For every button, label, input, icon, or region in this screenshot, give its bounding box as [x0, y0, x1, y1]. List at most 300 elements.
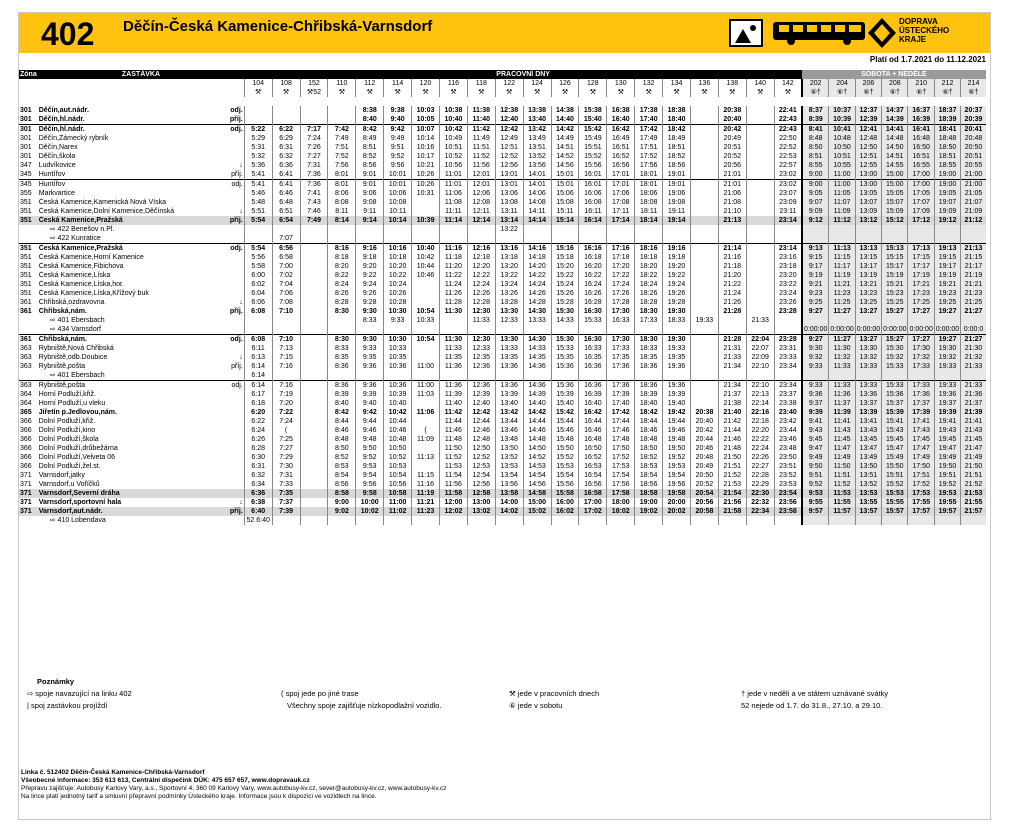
departure-time: 20:50 [690, 471, 718, 480]
departure-time: 17:33 [908, 381, 934, 391]
departure-time [412, 280, 440, 289]
departure-time [635, 371, 663, 381]
departure-time: 15:20 [551, 262, 579, 271]
departure-time: 17:30 [908, 344, 934, 353]
departure-time: 11:52 [439, 453, 467, 462]
stop-name: Varnsdorf,Severní dráha [38, 489, 217, 498]
departure-time [746, 207, 774, 216]
dok-logo-icon [867, 17, 897, 49]
departure-time [412, 289, 440, 298]
departure-time: 12:11 [467, 207, 495, 216]
departure-time: 7:52 [328, 152, 356, 161]
departure-time: 7:37 [272, 498, 300, 507]
stop-name: Horní Podluží,u vleku [38, 400, 106, 407]
departure-time: 20:42 [718, 125, 746, 135]
departure-time: 15:53 [882, 489, 908, 498]
departure-time: 13:51 [523, 143, 551, 152]
departure-time: 12:06 [467, 189, 495, 198]
departure-time: 15:30 [551, 335, 579, 345]
connection-row [19, 516, 986, 525]
departure-time: 6:00 [244, 271, 272, 280]
departure-time [356, 371, 384, 381]
stop-name: ⇨ 434 Varnsdorf [49, 326, 101, 333]
departure-time: 6:30 [244, 453, 272, 462]
departure-time [523, 225, 551, 234]
departure-time: 9:13 [802, 244, 829, 254]
departure-time: 12:40 [495, 115, 523, 125]
departure-time: 15:14 [551, 216, 579, 225]
departure-time: 13:55 [855, 498, 881, 507]
zone-code [19, 234, 38, 244]
departure-time: 9:28 [356, 298, 384, 307]
departure-time [690, 298, 718, 307]
departure-time: 13:46 [495, 426, 523, 435]
departure-time: 21:44 [718, 426, 746, 435]
departure-time: 14:38 [551, 106, 579, 115]
trip-note: ⑥† [802, 88, 829, 97]
departure-time: 15:44 [551, 417, 579, 426]
departure-time [746, 280, 774, 289]
arr-dep-mark [217, 435, 245, 444]
stop-row [19, 480, 986, 489]
departure-time: 17:13 [908, 244, 934, 254]
departure-time: 19:56 [663, 480, 691, 489]
departure-time: 9:20 [356, 262, 384, 271]
departure-time: 13:30 [495, 335, 523, 345]
departure-time: 17:53 [607, 462, 635, 471]
departure-time: 21:08 [718, 198, 746, 207]
departure-time: 21:23 [961, 289, 986, 298]
departure-time: 14:55 [882, 161, 908, 170]
zone-code: 301 [20, 107, 32, 114]
departure-time: 21:31 [718, 344, 746, 353]
departure-time: 5:54 [244, 216, 272, 225]
trip-note-row [19, 88, 986, 97]
departure-time: 10:11 [384, 207, 412, 216]
departure-time: 8:52 [356, 152, 384, 161]
departure-time: 11:19 [829, 271, 855, 280]
departure-time: 17:40 [635, 115, 663, 125]
departure-time: 17:00 [579, 498, 607, 507]
departure-time: 8:26 [328, 289, 356, 298]
departure-time: 15:50 [882, 462, 908, 471]
arr-dep-mark: příj. [229, 116, 243, 123]
departure-time [356, 325, 384, 335]
departure-time: 13:17 [855, 262, 881, 271]
departure-time: 9:19 [802, 271, 829, 280]
departure-time: 10:03 [412, 106, 440, 115]
departure-time: 10:39 [384, 390, 412, 399]
departure-time: 6:14 [244, 362, 272, 371]
departure-time: 11:00 [829, 170, 855, 180]
arr-dep-mark [217, 444, 245, 453]
departure-time: 15:30 [882, 344, 908, 353]
arr-dep-mark [217, 225, 245, 234]
arr-dep-mark [217, 325, 245, 335]
departure-time: 12:58 [467, 489, 495, 498]
departure-time: 21:00 [961, 180, 986, 190]
departure-time: 13:23 [855, 289, 881, 298]
stop-row [19, 253, 986, 262]
departure-time: 0:00:00 [935, 326, 960, 333]
departure-time: 0:00:00 [856, 326, 881, 333]
departure-time: 15:49 [579, 134, 607, 143]
departure-time: 17:38 [635, 106, 663, 115]
bus-icon [771, 19, 869, 47]
departure-time: 18:01 [635, 180, 663, 190]
zone-code: 347 [20, 162, 32, 169]
departure-time: 15:28 [551, 298, 579, 307]
departure-time [607, 234, 635, 244]
arr-dep-mark: odj. [217, 335, 245, 345]
note-sunday: † jede v neděli a ve státem uznávané svátky [741, 689, 889, 698]
departure-time: 22:28 [746, 471, 774, 480]
departure-time: 12:48 [855, 134, 881, 143]
departure-time: 18:06 [635, 189, 663, 198]
trip-note: ⑥† [961, 88, 986, 97]
departure-time: 13:08 [495, 198, 523, 207]
departure-time: 10:56 [439, 161, 467, 170]
departure-time: 13:52 [523, 152, 551, 161]
trip-number: 104 [244, 79, 272, 88]
departure-time: 14:35 [523, 353, 551, 362]
departure-time: 14:18 [523, 253, 551, 262]
departure-time: 17:50 [607, 444, 635, 453]
stop-name: Děčín,škola [38, 153, 76, 160]
departure-time: 10:21 [412, 161, 440, 170]
departure-time: 15:05 [882, 189, 908, 198]
departure-time [690, 216, 718, 225]
departure-time: 17:33 [635, 316, 663, 325]
departure-time: 15:56 [551, 480, 579, 489]
departure-time: 11:00 [829, 180, 855, 190]
departure-time: 9:57 [802, 507, 829, 516]
stop-name: Dolní Podluží,křiž. [38, 418, 96, 425]
departure-time: 12:40 [467, 399, 495, 408]
departure-time: 17:16 [607, 244, 635, 254]
stop-name: Česká Kamenice,Líska [38, 272, 111, 279]
departure-time [746, 371, 774, 381]
stop-row [19, 271, 986, 280]
departure-time [579, 234, 607, 244]
departure-time: 15:25 [882, 298, 908, 307]
departure-time: 12:01 [467, 170, 495, 180]
departure-time: 13:09 [855, 207, 881, 216]
departure-time: 13:48 [495, 435, 523, 444]
departure-time: 18:46 [635, 426, 663, 435]
departure-time: 10:54 [412, 335, 440, 345]
departure-time: 23:02 [774, 170, 802, 180]
departure-time: 9:36 [802, 390, 829, 399]
stop-name: Česká Kamenice,Fibichova [38, 263, 124, 270]
arr-dep-mark: odj. [217, 244, 245, 254]
departure-time: 14:50 [523, 444, 551, 453]
arr-dep-mark: příj. [231, 363, 243, 370]
departure-time: 17:19 [908, 271, 934, 280]
departure-time: 17:56 [635, 161, 663, 170]
departure-time [829, 225, 855, 234]
departure-time: 22:10 [746, 362, 774, 371]
zone-code: 351 [20, 199, 32, 206]
departure-time: 5:56 [244, 253, 272, 262]
brand-name: DOPRAVA ÚSTECKÉHO KRAJE [899, 17, 950, 44]
departure-time: 19:27 [934, 335, 960, 345]
departure-time: 11:23 [829, 289, 855, 298]
departure-time: 10:44 [412, 262, 440, 271]
departure-time: 17:44 [607, 417, 635, 426]
departure-time: 11:41 [829, 417, 855, 426]
departure-time: 6:38 [244, 498, 272, 507]
departure-time: 13:36 [495, 362, 523, 371]
departure-time: 6:31 [244, 462, 272, 471]
departure-time: 12:56 [467, 480, 495, 489]
departure-time: 21:24 [718, 289, 746, 298]
departure-time: 21:57 [961, 507, 986, 516]
departure-time [882, 371, 908, 381]
departure-time: 10:42 [384, 408, 412, 417]
departure-time: 13:36 [855, 390, 881, 399]
departure-time: 9:14 [356, 216, 384, 225]
departure-time: 8:49 [356, 134, 384, 143]
departure-time: 18:30 [635, 335, 663, 345]
departure-time: 7:36 [300, 180, 328, 190]
note-lowfloor: Všechny spoje zajišťuje nízkopodlažní vozidlo. [287, 701, 442, 710]
departure-time [690, 189, 718, 198]
departure-time [746, 189, 774, 198]
arr-dep-mark [217, 462, 245, 471]
stop-name: Česká Kamenice,Dolní Kamenice,Děčínská [38, 208, 175, 215]
departure-time: 10:31 [412, 189, 440, 198]
departure-time: 10:53 [384, 462, 412, 471]
departure-time: 11:12 [829, 216, 855, 225]
departure-time: 16:06 [579, 189, 607, 198]
departure-time: 15:33 [579, 316, 607, 325]
departure-time: 10:07 [412, 125, 440, 135]
departure-time: 17:45 [908, 435, 934, 444]
departure-time: 12:49 [495, 134, 523, 143]
departure-time: 7:41 [300, 189, 328, 198]
departure-time: 9:11 [356, 207, 384, 216]
departure-time [802, 371, 829, 381]
departure-time: 16:58 [579, 489, 607, 498]
zone-code: 365 [20, 409, 32, 416]
departure-time: 22:16 [746, 408, 774, 417]
departure-time: 9:12 [802, 216, 829, 225]
departure-time: 21:41 [961, 417, 986, 426]
trip-number: 126 [551, 79, 579, 88]
departure-time: 6:56 [272, 244, 300, 254]
departure-time: 5:41 [244, 170, 272, 180]
departure-time: 17:33 [607, 344, 635, 353]
departure-time: 16:20 [579, 262, 607, 271]
departure-time: 20:44 [690, 435, 718, 444]
departure-time: 12:14 [467, 216, 495, 225]
departure-time: 13:39 [855, 408, 881, 417]
departure-time: 10:33 [384, 344, 412, 353]
stop-name: Horní Podluží,křiž. [38, 391, 96, 398]
departure-time: 16:52 [579, 453, 607, 462]
departure-time [690, 399, 718, 408]
departure-time: 19:49 [934, 453, 960, 462]
departure-time: 17:27 [908, 335, 934, 345]
note-saturday: ⑥ jede v sobotu [509, 701, 563, 710]
departure-time [300, 225, 328, 234]
departure-time [551, 516, 579, 525]
departure-time: 15:24 [551, 280, 579, 289]
departure-time: 23:33 [774, 353, 802, 362]
departure-time [439, 234, 467, 244]
departure-time: 16:48 [908, 134, 934, 143]
departure-time: 23:51 [774, 462, 802, 471]
departure-time: 9:33 [384, 316, 412, 325]
departure-time: 14:24 [523, 280, 551, 289]
departure-time [690, 170, 718, 180]
departure-time: 13:19 [855, 271, 881, 280]
departure-time: 15:43 [882, 426, 908, 435]
departure-time: 18:24 [635, 280, 663, 289]
departure-time: 16:18 [579, 253, 607, 262]
departure-time [690, 371, 718, 381]
stop-name: Dolní Podluží,drůbežárna [38, 445, 118, 452]
departure-time: 22:41 [774, 106, 802, 115]
departure-time: 13:27 [855, 335, 881, 345]
departure-time [300, 417, 328, 426]
departure-time: 11:33 [829, 381, 855, 391]
departure-time: 13:11 [495, 207, 523, 216]
departure-time: 18:39 [934, 115, 960, 125]
stop-row [19, 335, 986, 345]
departure-time: 12:18 [467, 253, 495, 262]
departure-time: 15:52 [551, 453, 579, 462]
departure-time: 6:08 [244, 335, 272, 345]
departure-time [690, 198, 718, 207]
departure-time [690, 225, 718, 234]
departure-time [356, 516, 384, 525]
departure-time: 10:37 [829, 106, 855, 115]
zone-code [19, 516, 38, 525]
departure-time: 11:43 [829, 426, 855, 435]
departure-time: 15:42 [551, 408, 579, 417]
departure-time: 23:37 [774, 390, 802, 399]
departure-time: 22:07 [746, 344, 774, 353]
stop-row [19, 435, 986, 444]
departure-time: 9:32 [802, 353, 829, 362]
arr-dep-mark [217, 262, 245, 271]
departure-time: 11:14 [439, 216, 467, 225]
departure-time: 11:45 [829, 435, 855, 444]
departure-time: 16:35 [579, 353, 607, 362]
trip-note: ⚒ [607, 88, 635, 97]
departure-time: 9:22 [356, 271, 384, 280]
departure-time [746, 262, 774, 271]
trip-note: ⚒ [718, 88, 746, 97]
trip-note: ⚒ [523, 88, 551, 97]
departure-time [882, 516, 908, 525]
departure-time: 11:55 [829, 498, 855, 507]
validity-period: Platí od 1.7.2021 do 11.12.2021 [869, 55, 986, 64]
departure-time: 9:49 [802, 453, 829, 462]
departure-time [272, 225, 300, 234]
departure-time [384, 516, 412, 525]
stop-name: Rybniště,pošta [38, 381, 217, 391]
departure-time: 11:19 [412, 489, 440, 498]
departure-time: 22:22 [746, 435, 774, 444]
header-bar [19, 13, 990, 53]
departure-time: 7:07 [272, 234, 300, 244]
departure-time: 17:52 [635, 152, 663, 161]
departure-time: 6:17 [244, 390, 272, 399]
trip-note: ⚒ [663, 88, 691, 97]
departure-time: 18:48 [934, 134, 960, 143]
departure-time: 16:00 [551, 498, 579, 507]
trip-note: ⚒ [774, 88, 802, 97]
departure-time: 9:33 [802, 362, 829, 371]
departure-time: 8:40 [328, 399, 356, 408]
departure-time: 15:58 [551, 489, 579, 498]
arr-dep-mark [217, 152, 245, 161]
departure-time: 21:51 [718, 462, 746, 471]
stop-name: Dolní Podluží,kino [38, 427, 96, 434]
arr-dep-mark [217, 198, 245, 207]
trip-note: ⚒ [579, 88, 607, 97]
arr-dep-mark [217, 390, 245, 399]
departure-time: 12:38 [495, 106, 523, 115]
departure-time: 7:42 [328, 125, 356, 135]
departure-time: 6:54 [272, 216, 300, 225]
departure-time: 15:38 [579, 106, 607, 115]
departure-time: 11:13 [412, 453, 440, 462]
departure-time: 13:15 [855, 253, 881, 262]
stop-row [19, 152, 986, 161]
stop-row [19, 125, 986, 135]
departure-time: 17:22 [607, 271, 635, 280]
departure-time: 11:30 [829, 344, 855, 353]
departure-time: 9:48 [356, 435, 384, 444]
departure-time: 15:33 [551, 344, 579, 353]
departure-time: 14:49 [551, 134, 579, 143]
departure-time [300, 106, 328, 115]
departure-time: 17:39 [607, 390, 635, 399]
arr-dep-mark [217, 271, 245, 280]
departure-time [551, 225, 579, 234]
departure-time: 9:08 [356, 198, 384, 207]
zone-code: 345 [20, 171, 32, 178]
departure-time: 17:43 [908, 426, 934, 435]
departure-time: 10:33 [412, 316, 440, 325]
departure-time: 21:25 [961, 298, 986, 307]
departure-time: 14:28 [523, 298, 551, 307]
departure-time: 18:40 [635, 399, 663, 408]
departure-time: 18:56 [663, 161, 691, 170]
connection-row [19, 225, 986, 234]
departure-time: 15:57 [882, 507, 908, 516]
departure-time: 10:56 [384, 480, 412, 489]
departure-time: 8:37 [802, 106, 829, 115]
departure-time: 5:46 [244, 189, 272, 198]
departure-time [802, 234, 829, 244]
departure-time: 22:27 [746, 462, 774, 471]
stop-row [19, 417, 986, 426]
departure-time: 9:24 [356, 280, 384, 289]
departure-time: 7:20 [272, 399, 300, 408]
departure-time: 10:30 [384, 307, 412, 316]
zone-code: 366 [20, 463, 32, 470]
departure-time [412, 344, 440, 353]
departure-time: 16:50 [579, 444, 607, 453]
departure-time: 12:35 [467, 353, 495, 362]
departure-time [746, 216, 774, 225]
departure-time: 6:06 [244, 298, 272, 307]
